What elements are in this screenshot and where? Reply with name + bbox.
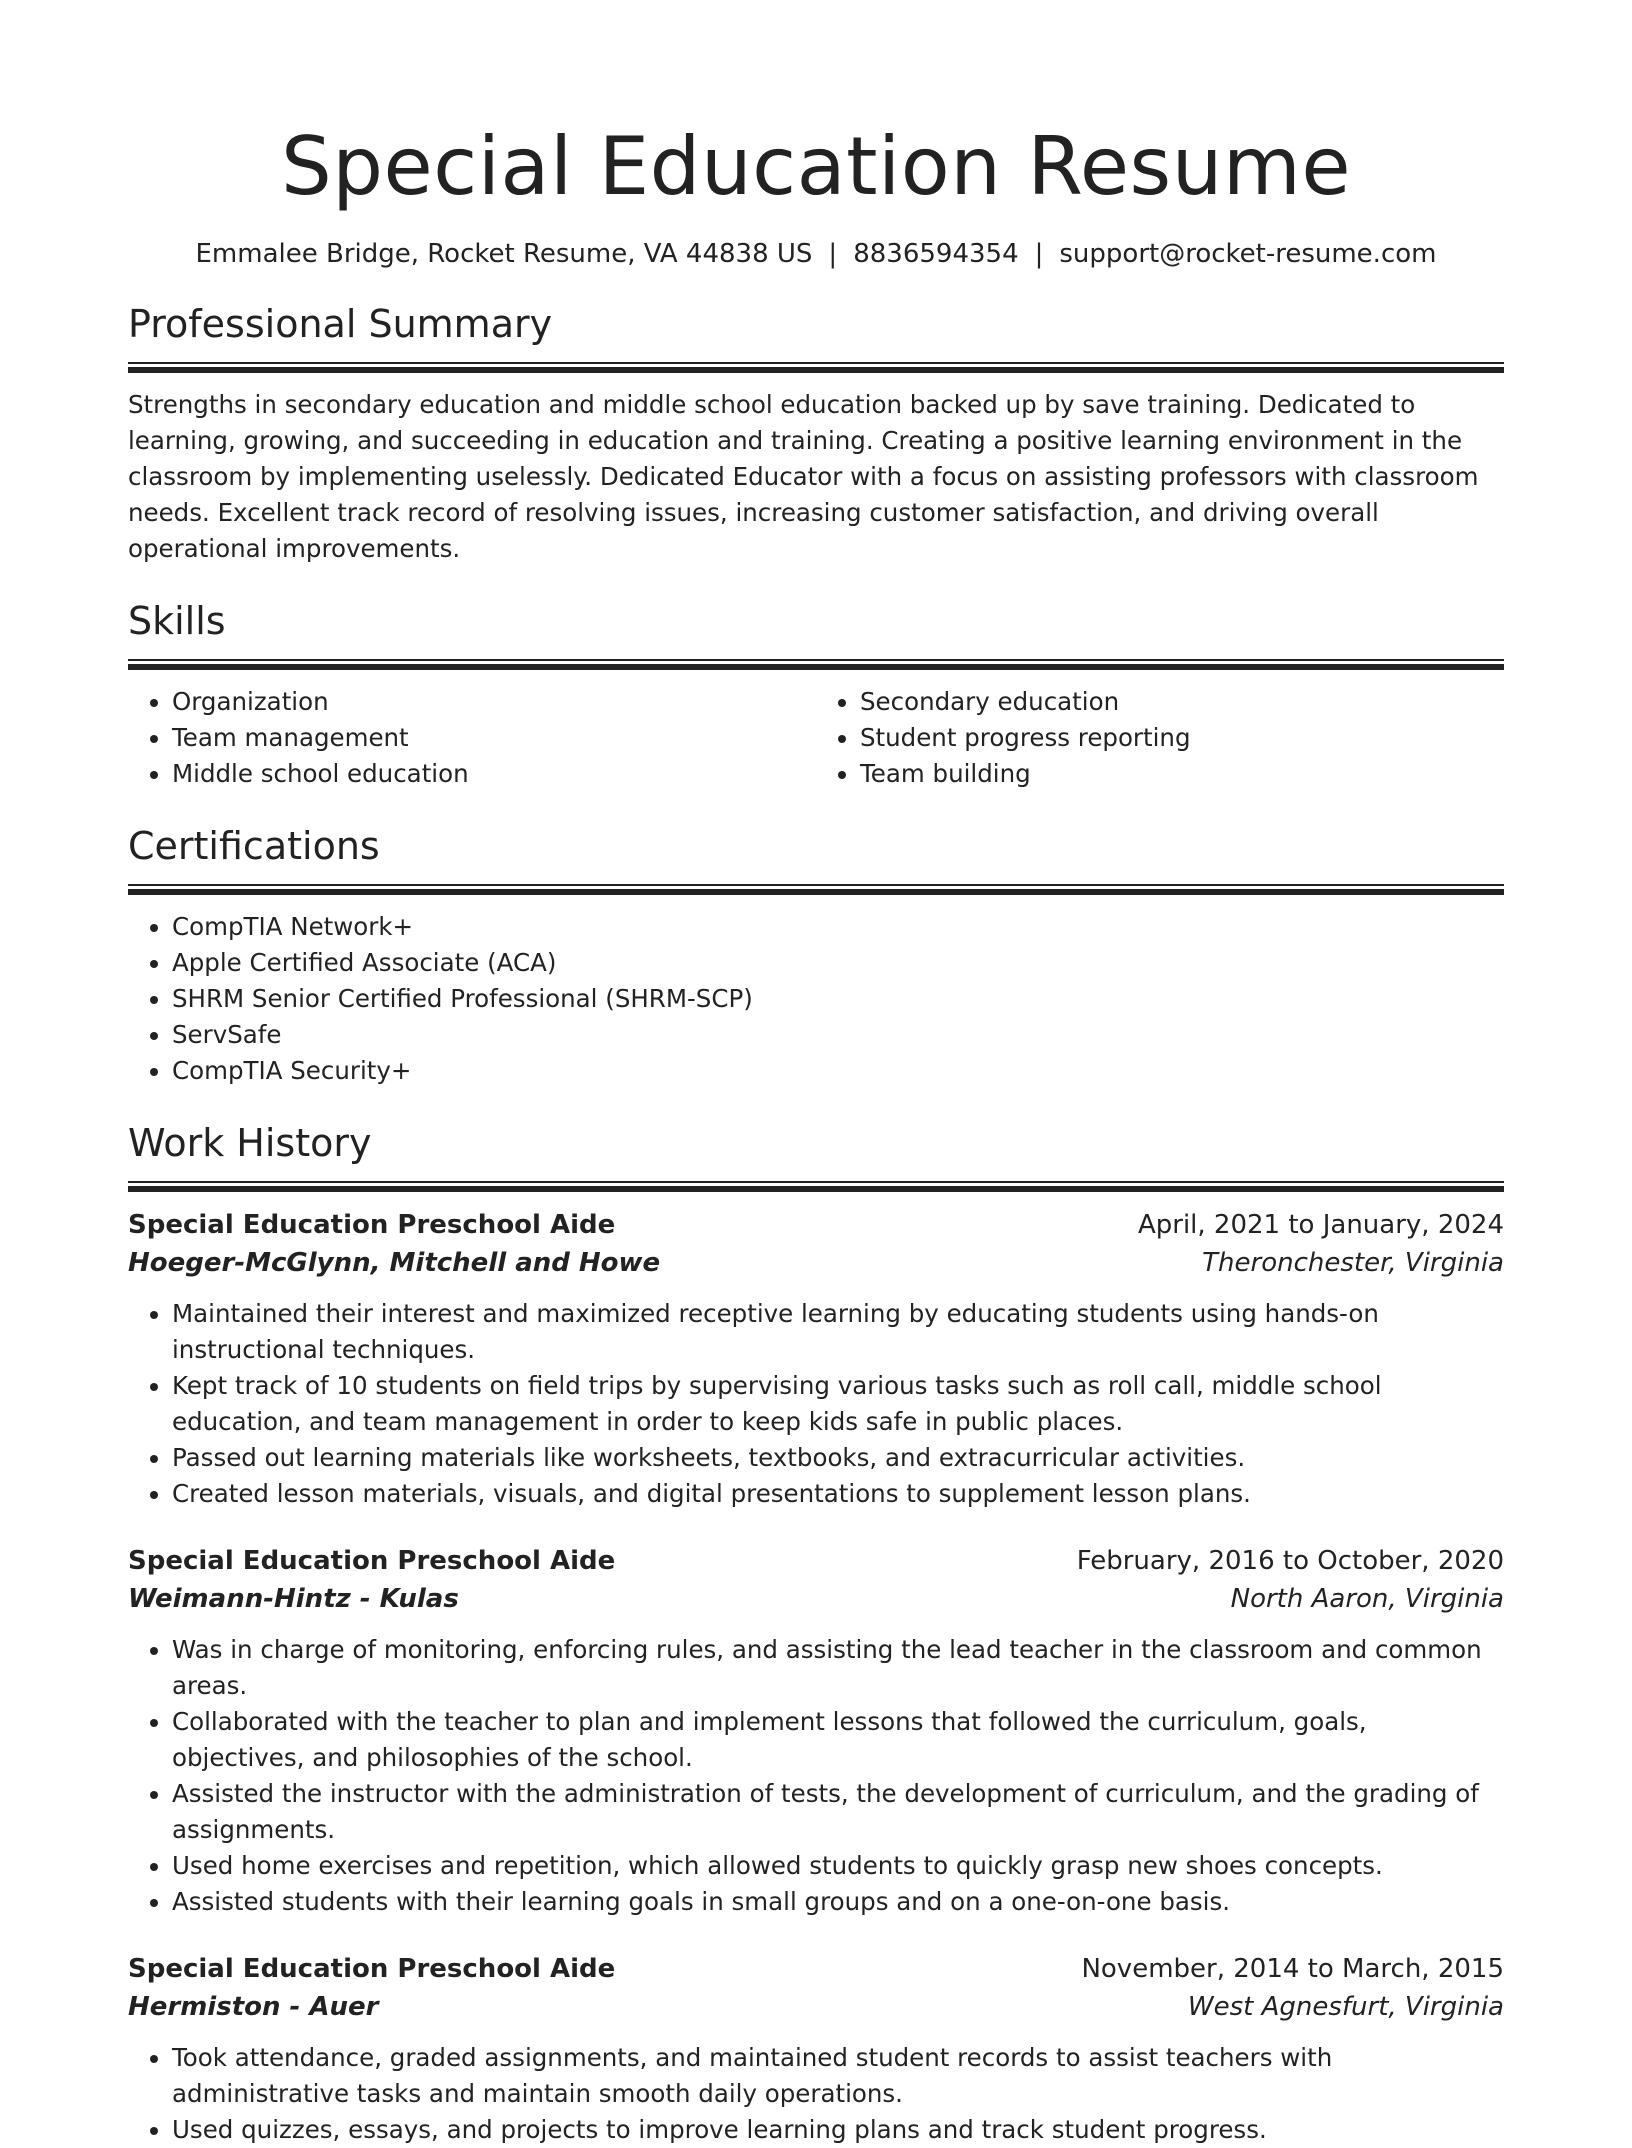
job-company: Hermiston - Auer: [128, 1992, 379, 2022]
contact-email[interactable]: support@rocket-resume.com: [1059, 239, 1437, 269]
job-dates: February, 2016 to October, 2020: [1076, 1546, 1504, 1576]
job-title: Special Education Preschool Aide: [128, 1210, 616, 1240]
certifications-heading: Certifications: [128, 824, 380, 868]
job-company: Hoeger-McGlynn, Mitchell and Howe: [128, 1248, 661, 1278]
certification-item: • Apple Certified Associate (ACA): [172, 945, 1504, 981]
skill-item: • Student progress reporting: [860, 720, 1504, 756]
job-bullet: • Used quizzes, essays, and projects to improve learning plans and track student progress.: [172, 2112, 1504, 2148]
work-history-heading: Work History: [128, 1121, 372, 1165]
contact-separator: |: [828, 239, 838, 269]
summary-text: Strengths in secondary education and middle school education backed up by save training. Dedicated to learning, growing, and succeeding in education and training. Creating a positive learning environment in the classroom by implementing uselessly. Dedicated Educator with a focus on assisting professors with classroom needs. Excellent track record of resolving issues, increasing customer satisfaction, and driving overall operational improvements.: [128, 390, 1479, 563]
job-entry: [128, 1206, 1504, 1512]
certifications-section: [128, 822, 1504, 1089]
summary-heading: Professional Summary: [128, 302, 553, 346]
job-bullets: [128, 1296, 1504, 1512]
job-header-row: [128, 1950, 1504, 1988]
job-bullet: • Kept track of 10 students on field trips by supervising various tasks such as roll call, middle school education, and team management in order to keep kids safe in public places.: [172, 1368, 1504, 1440]
job-bullet: • Assisted students with their learning goals in small groups and on a one-on-one basis.: [172, 1884, 1504, 1920]
job-title: Special Education Preschool Aide: [128, 1546, 616, 1576]
job-bullet: • Created lesson materials, visuals, and digital presentations to supplement lesson plans.: [172, 1476, 1504, 1512]
skills-heading: Skills: [128, 599, 226, 643]
section-divider: [128, 884, 1504, 895]
job-bullet: • Collaborated with the teacher to plan and implement lessons that followed the curriculum, goals, objectives, and philosophies of the school.: [172, 1704, 1504, 1776]
skills-left-list: [128, 684, 816, 792]
job-header-row: [128, 1542, 1504, 1580]
contact-separator: |: [1034, 239, 1044, 269]
job-company-row: [128, 1988, 1504, 2026]
section-divider: [128, 362, 1504, 373]
job-location: West Agnesfurt, Virginia: [1187, 1992, 1504, 2022]
skill-item: • Team management: [172, 720, 816, 756]
job-dates: April, 2021 to January, 2024: [1137, 1210, 1504, 1240]
skills-section: [128, 597, 1504, 792]
job-bullet: • Was in charge of monitoring, enforcing rules, and assisting the lead teacher in the classroom and common areas.: [172, 1632, 1504, 1704]
section-divider: [128, 1181, 1504, 1192]
job-company: Weimann-Hintz - Kulas: [128, 1584, 459, 1614]
job-company-row: [128, 1244, 1504, 1282]
certification-item: • SHRM Senior Certified Professional (SHRM-SCP): [172, 981, 1504, 1017]
certification-item: • ServSafe: [172, 1017, 1504, 1053]
skill-item: • Secondary education: [860, 684, 1504, 720]
job-location: Theronchester, Virginia: [1202, 1248, 1504, 1278]
contact-line: [128, 236, 1504, 272]
job-bullet: • Maintained their interest and maximized receptive learning by educating students using hands-on instructional techniques.: [172, 1296, 1504, 1368]
job-location: North Aaron, Virginia: [1230, 1584, 1504, 1614]
resume-title: Special Education Resume: [280, 120, 1352, 213]
certification-item: • CompTIA Security+: [172, 1053, 1504, 1089]
certifications-list: [128, 909, 1504, 1089]
certification-item: • CompTIA Network+: [172, 909, 1504, 945]
skill-item: • Team building: [860, 756, 1504, 792]
skill-item: • Middle school education: [172, 756, 816, 792]
job-title: Special Education Preschool Aide: [128, 1954, 616, 1984]
work-history-section: [128, 1119, 1504, 2148]
job-bullets: [128, 2040, 1504, 2148]
skill-item: • Organization: [172, 684, 816, 720]
contact-phone: 8836594354: [853, 239, 1019, 269]
job-company-row: [128, 1580, 1504, 1618]
resume-content: [128, 118, 1504, 2148]
contact-address: Emmalee Bridge, Rocket Resume, VA 44838 US: [195, 239, 813, 269]
job-bullets: [128, 1632, 1504, 1920]
job-bullet: • Took attendance, graded assignments, and maintained student records to assist teachers with administrative tasks and maintain smooth daily operations.: [172, 2040, 1504, 2112]
job-entry: [128, 1542, 1504, 1920]
summary-section: [128, 300, 1504, 567]
job-header-row: [128, 1206, 1504, 1244]
job-bullet: • Passed out learning materials like worksheets, textbooks, and extracurricular activities.: [172, 1440, 1504, 1476]
job-bullet: • Used home exercises and repetition, which allowed students to quickly grasp new shoes concepts.: [172, 1848, 1504, 1884]
skills-columns: [128, 684, 1504, 792]
skills-right-list: [816, 684, 1504, 792]
job-dates: November, 2014 to March, 2015: [1081, 1954, 1504, 1984]
job-entry: [128, 1950, 1504, 2148]
section-divider: [128, 659, 1504, 670]
job-bullet: • Assisted the instructor with the administration of tests, the development of curriculum, and the grading of assignments.: [172, 1776, 1504, 1848]
